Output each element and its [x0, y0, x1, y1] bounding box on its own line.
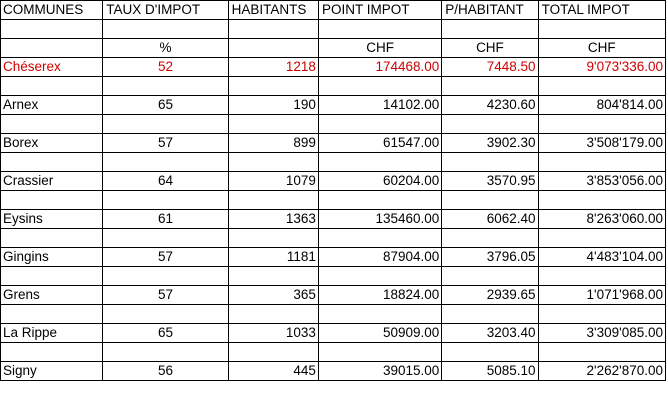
cell-point-impot: 174468.00 [318, 58, 441, 77]
cell-taux: 61 [103, 210, 228, 229]
cell-taux: 57 [103, 134, 228, 153]
cell-commune: La Rippe [1, 324, 103, 343]
header-total-impot: TOTAL IMPOT [538, 1, 665, 20]
table-row [1, 286, 666, 305]
cell-habitants: 365 [228, 286, 318, 305]
cell-par-habitant: 3570.95 [442, 172, 538, 191]
cell-par-habitant: 4230.60 [442, 96, 538, 115]
header-row [1, 1, 666, 20]
empty-row [1, 191, 666, 210]
cell-total-impot: 3'853'056.00 [538, 172, 665, 191]
cell-commune: Signy [1, 362, 103, 381]
table-row [1, 324, 666, 343]
cell-par-habitant: 5085.10 [442, 362, 538, 381]
cell-par-habitant: 3902.30 [442, 134, 538, 153]
cell-point-impot: 50909.00 [318, 324, 441, 343]
cell-par-habitant: 6062.40 [442, 210, 538, 229]
cell-point-impot: 135460.00 [318, 210, 441, 229]
cell-habitants: 1181 [228, 248, 318, 267]
header-point-impot: POINT IMPOT [318, 1, 441, 20]
cell-point-impot: 39015.00 [318, 362, 441, 381]
empty-row [1, 115, 666, 134]
empty-row [1, 305, 666, 324]
cell-point-impot: 61547.00 [318, 134, 441, 153]
cell-commune: Grens [1, 286, 103, 305]
units-row [1, 39, 666, 58]
unit-communes [1, 39, 103, 58]
cell-taux: 57 [103, 286, 228, 305]
cell-habitants: 1033 [228, 324, 318, 343]
cell-commune: Crassier [1, 172, 103, 191]
unit-total: CHF [538, 39, 665, 58]
cell-par-habitant: 3796.05 [442, 248, 538, 267]
empty-row [1, 20, 666, 39]
cell-taux: 56 [103, 362, 228, 381]
cell-par-habitant: 7448.50 [442, 58, 538, 77]
cell-point-impot: 60204.00 [318, 172, 441, 191]
cell-commune: Gingins [1, 248, 103, 267]
unit-par-habitant: CHF [442, 39, 538, 58]
cell-commune: Eysins [1, 210, 103, 229]
cell-taux: 65 [103, 96, 228, 115]
empty-row [1, 77, 666, 96]
table-row [1, 134, 666, 153]
cell-habitants: 445 [228, 362, 318, 381]
cell-taux: 52 [103, 58, 228, 77]
header-taux-impot: TAUX D'IMPOT [103, 1, 228, 20]
cell-total-impot: 2'262'870.00 [538, 362, 665, 381]
cell-habitants: 190 [228, 96, 318, 115]
cell-habitants: 1363 [228, 210, 318, 229]
cell-par-habitant: 2939.65 [442, 286, 538, 305]
cell-commune: Chéserex [1, 58, 103, 77]
cell-total-impot: 3'309'085.00 [538, 324, 665, 343]
empty-row [1, 229, 666, 248]
cell-total-impot: 1'071'968.00 [538, 286, 665, 305]
empty-row [1, 267, 666, 286]
table-row [1, 248, 666, 267]
cell-total-impot: 8'263'060.00 [538, 210, 665, 229]
cell-point-impot: 14102.00 [318, 96, 441, 115]
empty-row [1, 153, 666, 172]
header-communes: COMMUNES [1, 1, 103, 20]
cell-total-impot: 4'483'104.00 [538, 248, 665, 267]
cell-habitants: 1079 [228, 172, 318, 191]
cell-commune: Arnex [1, 96, 103, 115]
header-par-habitant: P/HABITANT [442, 1, 538, 20]
unit-habitants [228, 39, 318, 58]
empty-row [1, 343, 666, 362]
cell-total-impot: 9'073'336.00 [538, 58, 665, 77]
table-row [1, 96, 666, 115]
cell-point-impot: 18824.00 [318, 286, 441, 305]
cell-point-impot: 87904.00 [318, 248, 441, 267]
cell-taux: 64 [103, 172, 228, 191]
cell-par-habitant: 3203.40 [442, 324, 538, 343]
cell-habitants: 1218 [228, 58, 318, 77]
table-row [1, 172, 666, 191]
cell-commune: Borex [1, 134, 103, 153]
header-habitants: HABITANTS [228, 1, 318, 20]
table-row [1, 362, 666, 381]
cell-total-impot: 3'508'179.00 [538, 134, 665, 153]
table-row [1, 210, 666, 229]
cell-taux: 57 [103, 248, 228, 267]
cell-habitants: 899 [228, 134, 318, 153]
unit-point: CHF [318, 39, 441, 58]
unit-taux: % [103, 39, 228, 58]
cell-taux: 65 [103, 324, 228, 343]
table-row [1, 58, 666, 77]
cell-total-impot: 804'814.00 [538, 96, 665, 115]
